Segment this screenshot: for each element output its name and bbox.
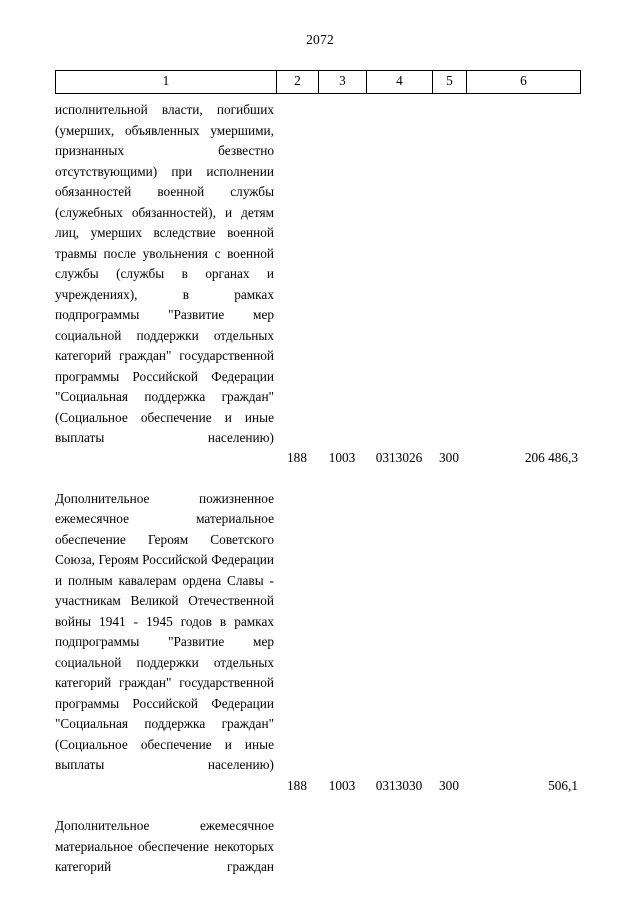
row-section: [318, 489, 366, 797]
row-chapter-value: 188: [287, 450, 307, 465]
row-target-code: [366, 489, 432, 797]
column-header-4: 4: [367, 71, 433, 94]
row-chapter: [276, 489, 318, 797]
row-section-value: 1003: [328, 777, 356, 793]
row-chapter: [276, 100, 318, 469]
row-chapter-value: 188: [287, 777, 307, 793]
column-header-6: 6: [467, 71, 581, 94]
row-expense-type: [432, 816, 466, 878]
row-chapter: [276, 816, 318, 878]
table-header-row: [56, 71, 581, 94]
budget-table: [55, 70, 580, 878]
row-expense-type-value: 300: [439, 450, 459, 465]
row-section: [318, 100, 366, 469]
row-amount: [466, 816, 580, 878]
row-expense-type-value: 300: [439, 777, 459, 793]
column-header-1: 1: [56, 71, 277, 94]
row-section-value: 1003: [328, 450, 356, 465]
row-description: Дополнительное ежемесячное материальное обеспечение некоторых категорий граждан: [55, 818, 274, 874]
table-row: [55, 816, 580, 878]
row-amount: [466, 100, 580, 469]
table-row: [55, 489, 580, 797]
row-target-code-value: 0313030: [375, 777, 423, 793]
row-expense-type: [432, 100, 466, 469]
row-section: [318, 816, 366, 878]
row-target-code: [366, 816, 432, 878]
row-target-code-value: 0313026: [375, 450, 423, 465]
row-target-code: [366, 100, 432, 469]
column-header-3: 3: [319, 71, 367, 94]
column-header-5: 5: [433, 71, 467, 94]
table-row: [55, 100, 580, 469]
page-number: 2072: [306, 32, 334, 47]
row-description: исполнительной власти, погибших (умерших, объявленных умершими, признанных безвестно отсутствующими) при исполнении обязанностей военной службы (служебных обязанностей), и детям лиц, умерших вследствие военной травмы после увольнения с военной службы (службы в органах и учреждениях), в рамках подпрограммы "Развитие мер социальной поддержки отдельных категорий граждан" государственной программы Российской Федерации "Социальная поддержка граждан" (Социальное обеспечение и иные выплаты населению): [55, 102, 274, 445]
row-amount-value: 506,1: [548, 777, 578, 793]
row-description: Дополнительное пожизненное ежемесячное материальное обеспечение Героям Советского Союза, Героям Российской Федерации и полным кавалерам ордена Славы - участникам Великой Отечественной войны 1941 - 1945 годов в рамках подпрограммы "Развитие мер социальной поддержки отдельных категорий граждан" государственной программы Российской Федерации "Социальная поддержка граждан" (Социальное обеспечение и иные выплаты населению): [55, 490, 274, 772]
row-amount: [466, 489, 580, 797]
column-header-2: 2: [277, 71, 319, 94]
row-expense-type: [432, 489, 466, 797]
row-amount-value: 206 486,3: [524, 450, 578, 465]
